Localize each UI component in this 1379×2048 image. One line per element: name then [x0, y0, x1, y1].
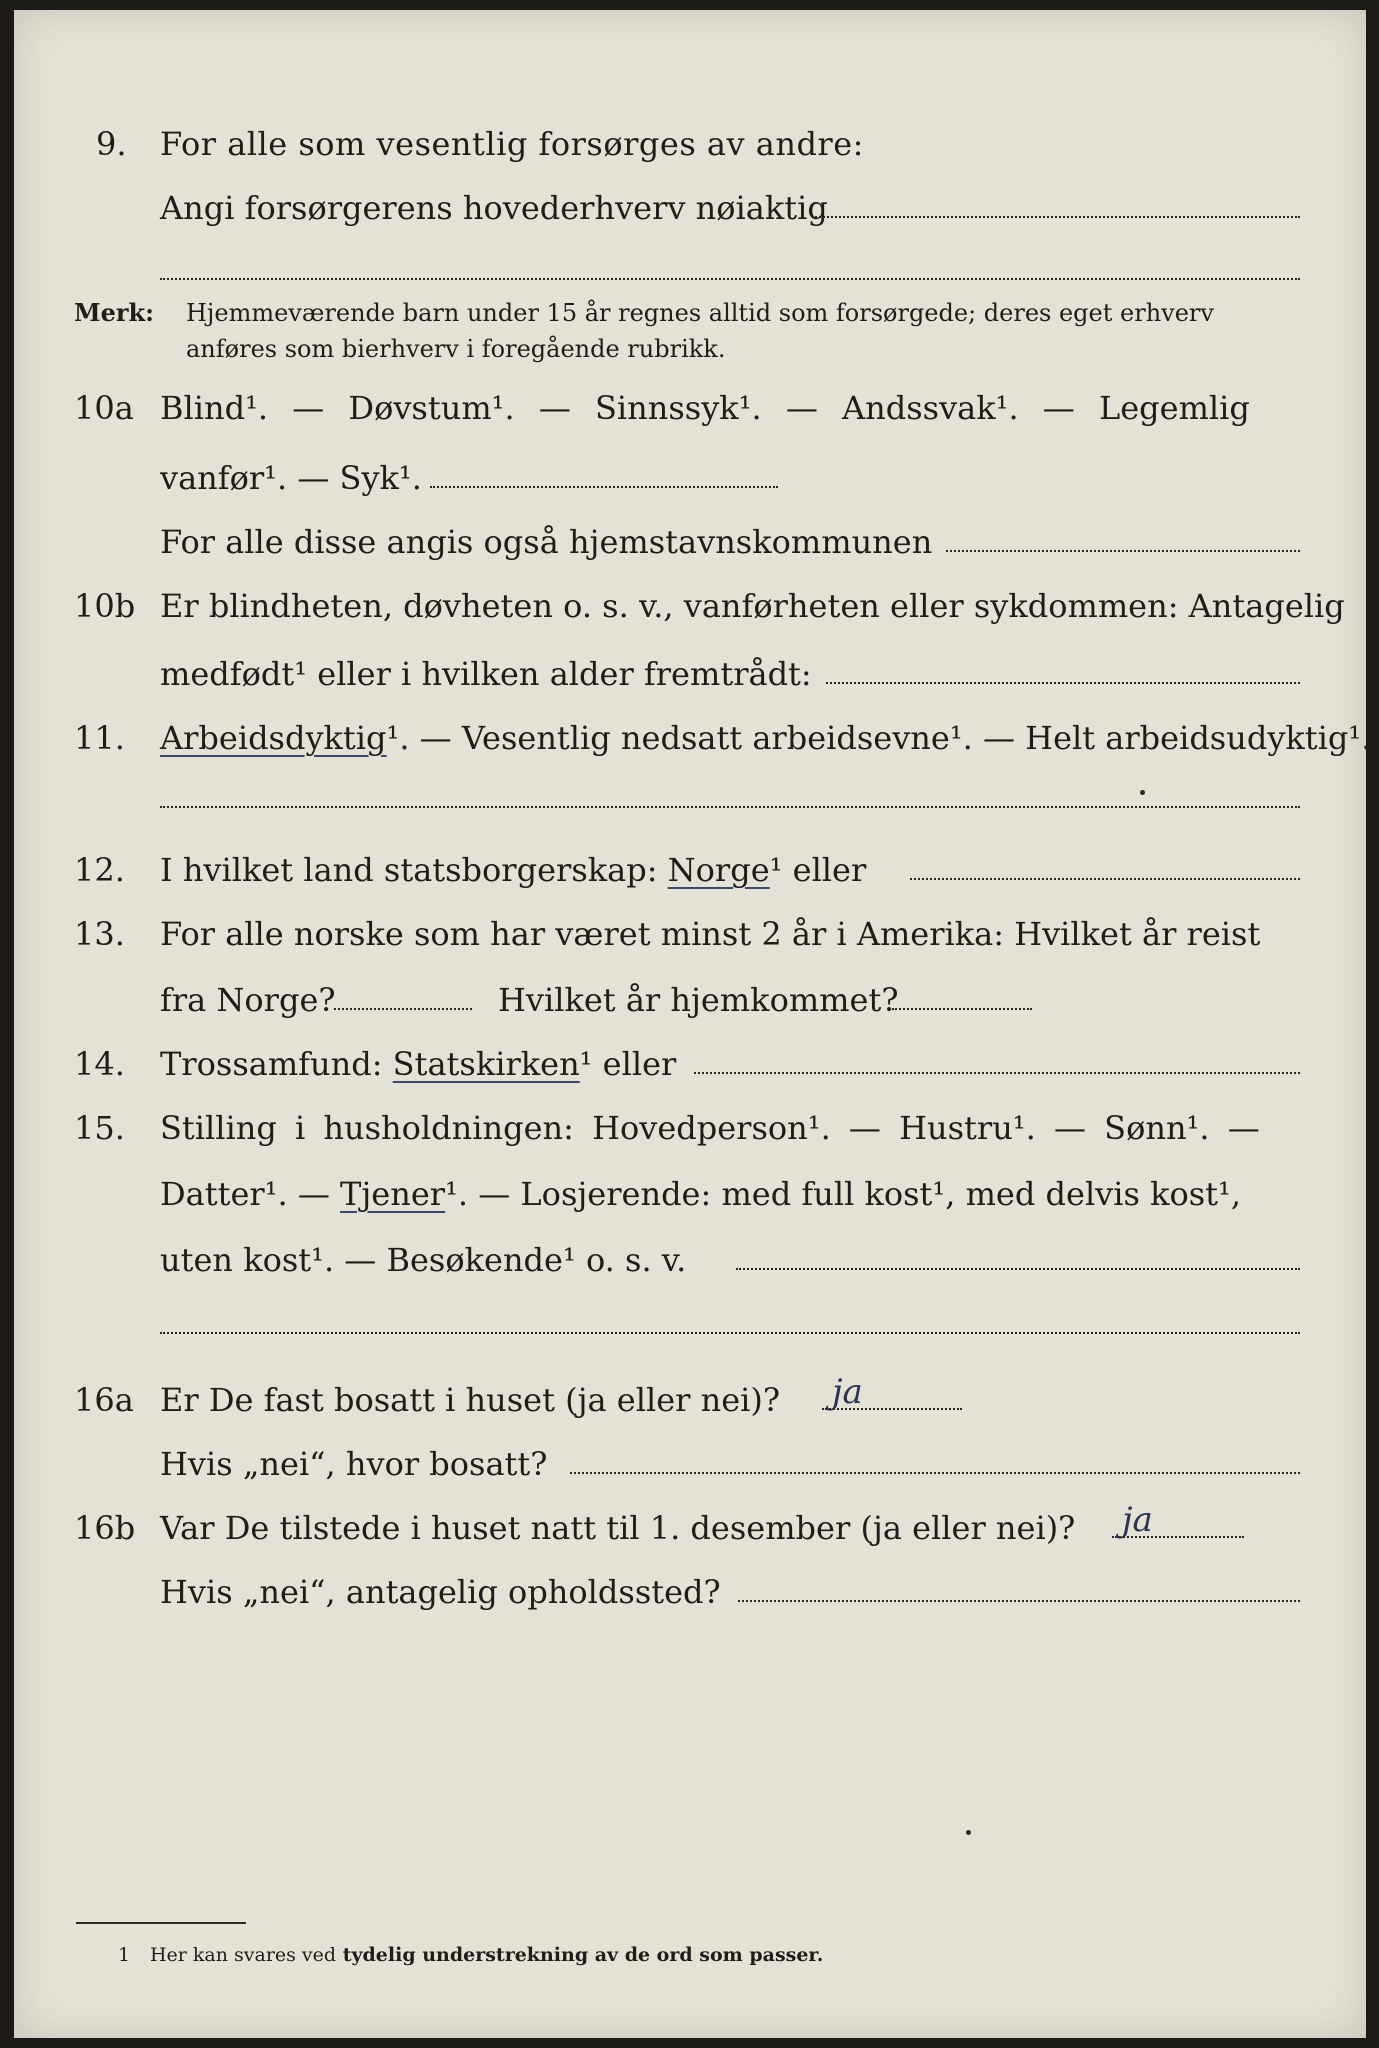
q16b-line1: Var De tilstede i huset natt til 1. desember (ja eller nei)?	[160, 1509, 1076, 1547]
q16b-number: 16b	[74, 1509, 136, 1547]
q15-answer-line-2[interactable]	[160, 1332, 1300, 1334]
q13-return-year-line[interactable]	[892, 1008, 1032, 1010]
q10a-sick-answer-line[interactable]	[430, 486, 778, 488]
q9-answer-line[interactable]	[812, 216, 1300, 218]
q13-line1: For alle norske som har været minst 2 år i Amerika: Hvilket år reist	[160, 915, 1261, 953]
footnote-mark: 1	[118, 1944, 131, 1966]
q16a-handwritten-answer[interactable]: ja	[832, 1372, 863, 1412]
q10a-line2: vanfør¹. — Syk¹.	[160, 459, 422, 497]
census-form-page	[14, 10, 1372, 2038]
q16a-line1: Er De fast bosatt i huset (ja eller nei)?	[160, 1381, 781, 1419]
q14-number: 14.	[74, 1045, 125, 1083]
q10b-line2: medfødt¹ eller i hvilken alder fremtrådt:	[160, 655, 812, 693]
q14-answer-line[interactable]	[694, 1072, 1300, 1074]
q12-number: 12.	[74, 851, 125, 889]
footnote	[118, 1942, 823, 1968]
q9-number: 9.	[96, 125, 127, 163]
footnote-pre: Her kan svares ved	[149, 1944, 337, 1966]
q11-rest: ¹. — Vesentlig nedsatt arbeidsevne¹. — Helt arbeidsudyktig¹.	[386, 719, 1372, 757]
q15-line2a: Datter¹. —	[160, 1175, 330, 1213]
q10a-line1: Blind¹. — Døvstum¹. — Sinnssyk¹. — Andssvak¹. — Legemlig	[160, 389, 1250, 427]
q10b-line1: Er blindheten, døvheten o. s. v., vanførheten eller sykdommen: Antagelig	[160, 587, 1345, 625]
q10a-line3: For alle disse angis også hjemstavnskommunen	[160, 523, 933, 561]
q16a-line2: Hvis „nei“, hvor bosatt?	[160, 1445, 548, 1483]
merk-line1: Hjemmeværende barn under 15 år regnes alltid som forsørgede; deres eget erhverv	[186, 299, 1214, 327]
q13-line2b: Hvilket år hjemkommet?	[498, 981, 899, 1019]
q14-option-statskirken-underlined: Statskirken	[392, 1045, 580, 1083]
q11-number: 11.	[74, 719, 125, 757]
q13-line2a: fra Norge?	[160, 981, 336, 1019]
q12-option-norge-underlined: Norge	[667, 851, 770, 889]
q10b-number: 10b	[74, 587, 136, 625]
q15-line2	[160, 1174, 1241, 1214]
footnote-rule	[76, 1922, 246, 1924]
q16a-residence-answer-line[interactable]	[570, 1472, 1300, 1474]
q15-option-tjener-underlined: Tjener	[340, 1175, 446, 1213]
q14-pre: Trossamfund:	[160, 1045, 383, 1083]
q13-number: 13.	[74, 915, 125, 953]
q15-answer-line[interactable]	[736, 1268, 1300, 1270]
q15-line1: Stilling i husholdningen: Hovedperson¹. — Hustru¹. — Sønn¹. —	[160, 1109, 1260, 1147]
q16b-whereabouts-answer-line[interactable]	[738, 1600, 1300, 1602]
q10a-municipality-answer-line[interactable]	[946, 550, 1300, 552]
q12-line	[160, 850, 866, 890]
q14-post: ¹ eller	[579, 1045, 677, 1083]
q10b-answer-line[interactable]	[826, 682, 1300, 684]
merk-label: Merk:	[74, 298, 154, 327]
q14-line	[160, 1044, 676, 1084]
footnote-bold: tydelig understrekning av de ord som passer.	[342, 1944, 824, 1966]
q16a-number: 16a	[74, 1381, 134, 1419]
q11-answer-line[interactable]	[160, 806, 1300, 808]
ink-speck	[1140, 790, 1145, 795]
q11-option-arbeidsdyktig-underlined: Arbeidsdyktig	[160, 719, 387, 757]
q10a-number: 10a	[74, 389, 134, 427]
q9-line2: Angi forsørgerens hovederhverv nøiaktig	[160, 189, 828, 227]
q9-line1: For alle som vesentlig forsørges av andre:	[160, 125, 864, 163]
q16b-handwritten-answer[interactable]: ja	[1122, 1500, 1153, 1540]
q15-line2b: ¹. — Losjerende: med full kost¹, med delvis kost¹,	[445, 1175, 1242, 1213]
q13-departure-year-line[interactable]	[334, 1008, 472, 1010]
ink-speck	[966, 1830, 971, 1835]
merk-line2: anføres som bierhverv i foregående rubrikk.	[186, 335, 726, 363]
q16b-line2: Hvis „nei“, antagelig opholdssted?	[160, 1573, 721, 1611]
q12-post: ¹ eller	[769, 851, 867, 889]
q9-answer-line-2[interactable]	[160, 278, 1300, 280]
q12-answer-line[interactable]	[910, 878, 1300, 880]
q16a-answer-line[interactable]	[822, 1408, 962, 1410]
q15-number: 15.	[74, 1109, 125, 1147]
q16b-answer-line[interactable]	[1112, 1536, 1244, 1538]
q12-pre: I hvilket land statsborgerskap:	[160, 851, 658, 889]
q15-line3: uten kost¹. — Besøkende¹ o. s. v.	[160, 1241, 687, 1279]
q11-line	[160, 718, 1371, 758]
